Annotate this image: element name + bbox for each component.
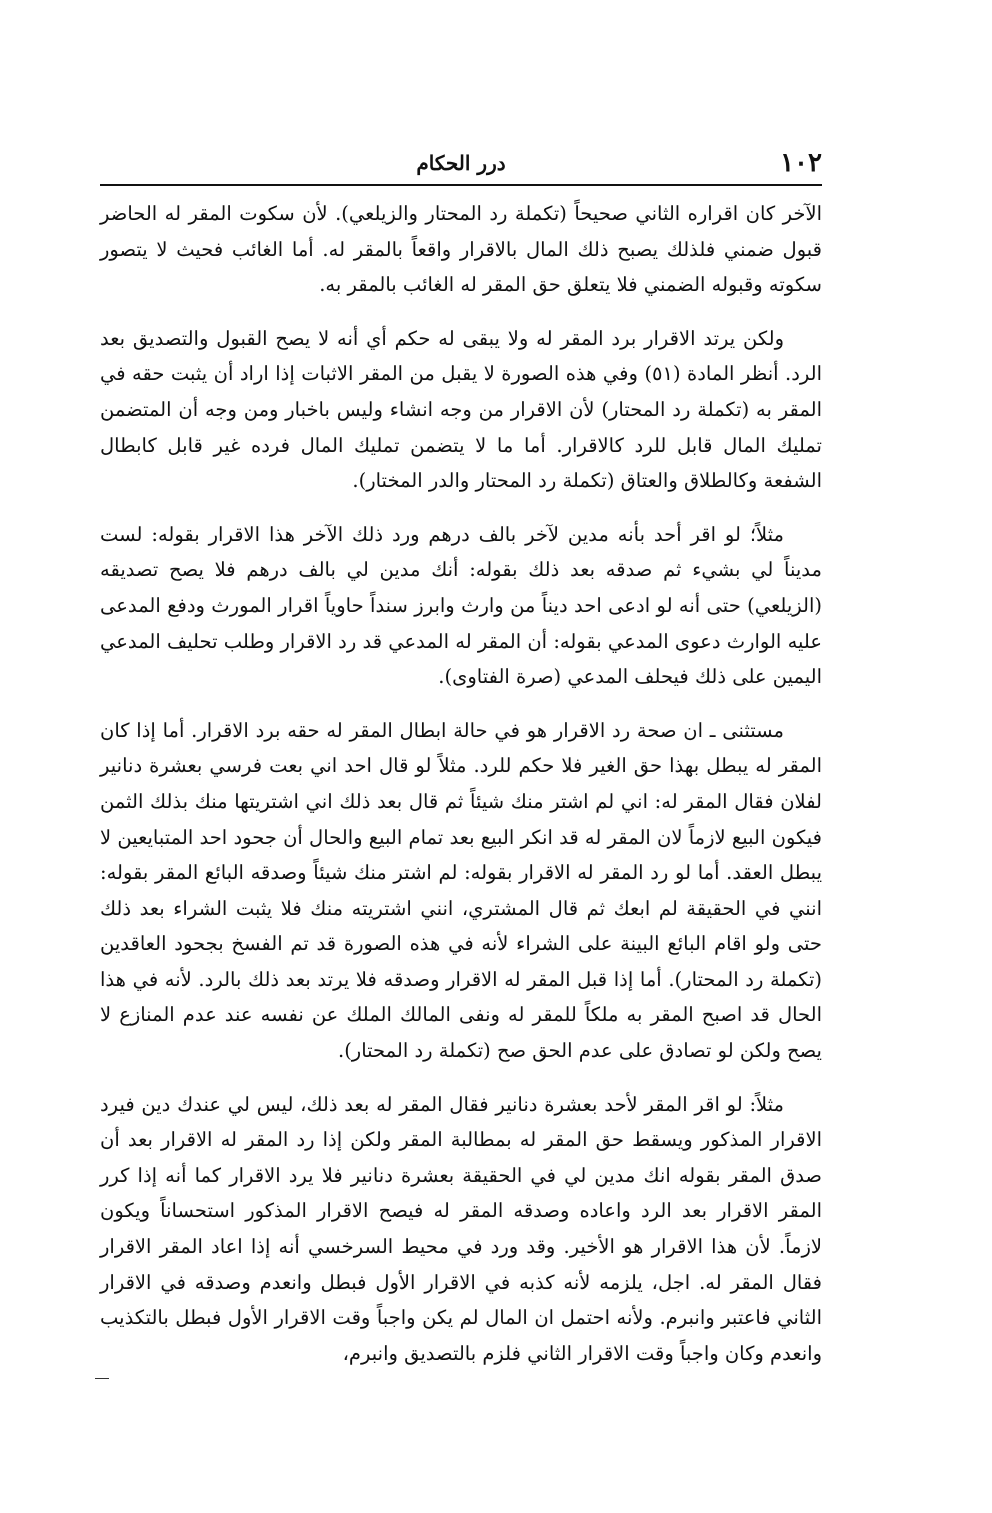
paragraph-1: الآخر كان اقراره الثاني صحيحاً (تكملة رد المحتار والزيلعي). لأن سكوت المقر له الحاضر قبول ضمني فلذلك يصبح ذلك المال بالاقرار واقعاً بالمقر له. أما الغائب فحيث لا يتصور سكوته وقبوله الضمني فلا يتعلق حق المقر له الغائب بالمقر به. (100, 202, 822, 297)
body-text (100, 196, 822, 1389)
running-title: درر الحكام (416, 151, 506, 175)
paragraph-5: مثلاً: لو اقر المقر لأحد بعشرة دنانير فقال المقر له بعد ذلك، ليس لي عندك دين فيرد الاقرار المذكور ويسقط حق المقر له بمطالبة المقر ولكن إذا رد المقر له الاقرار بعد أن صدق المقر بقوله انك مدين لي في الحقيقة بعشرة دنانير فلا يرد الاقرار كما أنه إذا كرر المقر الاقرار بعد الرد واعاده وصدقه المقر له فيصح الاقرار المذكور استحساناً ويكون لازماً. لأن هذا الاقرار هو الأخير. وقد ورد في محيط السرخسي أنه إذا اعاد المقر الاقرار فقال المقر له. اجل، يلزمه لأنه كذبه في الاقرار الأول فبطل وانعدم وصدقه في الاقرار الثاني فاعتبر وانبرم. ولأنه احتمل ان المال لم يكن واجباً وقت الاقرار الأول فبطل بالتكذيب وانعدم وكان واجباً وقت الاقرار الثاني فلزم بالتصديق وانبرم، (100, 1092, 822, 1365)
margin-mark (95, 1378, 109, 1379)
page-number: ١٠٢ (780, 148, 822, 178)
header-rule (100, 184, 822, 186)
paragraph-2: ولكن يرتد الاقرار برد المقر له ولا يبقى له حكم أي أنه لا يصح القبول والتصديق بعد الرد. أنظر المادة (٥١) وفي هذه الصورة لا يقبل من المقر الاثبات إذا اراد أن يثبت حقه في المقر به (تكملة رد المحتار) لأن الاقرار من وجه انشاء وليس باخبار ومن وجه أن المتضمن تمليك المال قابل للرد كالاقرار. أما ما لا يتضمن تمليك المال فرده غير قابل كابطال الشفعة وكالطلاق والعتاق (تكملة رد المحتار والدر المختار). (100, 326, 822, 493)
paragraph-4: مستثنى ـ ان صحة رد الاقرار هو في حالة ابطال المقر له حقه برد الاقرار. أما إذا كان المقر له يبطل بهذا حق الغير فلا حكم للرد. مثلاً لو قال احد اني بعت فرسي بعشرة دنانير لفلان فقال المقر له: اني لم اشتر منك شيئاً ثم قال بعد ذلك اني اشتريتها منك بذلك الثمن فيكون البيع لازماً لان المقر له قد انكر البيع بعد تمام البيع والحال أن جحود احد المتبايعين لا يبطل العقد. أما لو رد المقر له الاقرار بقوله: لم اشتر منك شيئاً وصدقه البائع المقر بقوله: انني في الحقيقة لم ابعك ثم قال المشتري، انني اشتريته منك فلا يثبت الشراء بعد ذلك حتى ولو اقام البائع البينة على الشراء لأنه في هذه الصورة قد تم الفسخ بجحود العاقدين (تكملة رد المحتار). أما إذا قبل المقر له الاقرار وصدقه فلا يرتد بعد ذلك بالرد. لأنه في هذا الحال قد اصبح المقر به ملكاً للمقر له ونفى المالك الملك عن نفسه عند عدم المنازع لا يصح ولكن لو تصادق على عدم الحق صح (تكملة رد المحتار). (100, 718, 822, 1063)
page-header (100, 148, 822, 182)
paragraph-3: مثلاً؛ لو اقر أحد بأنه مدين لآخر بالف درهم ورد ذلك الآخر هذا الاقرار بقوله: لست مديناً لي بشيء ثم صدقه بعد ذلك بقوله: أنك مدين لي بالف درهم فلا يصح تصديقه (الزيلعي) حتى أنه لو ادعى احد ديناً من وارث وابرز سنداً حاوياً اقرار المورث ودفع المدعى عليه الوارث دعوى المدعي بقوله: أن المقر له المدعي قد رد الاقرار وطلب تحليف المدعي اليمين على ذلك فيحلف المدعي (صرة الفتاوى). (100, 522, 822, 689)
